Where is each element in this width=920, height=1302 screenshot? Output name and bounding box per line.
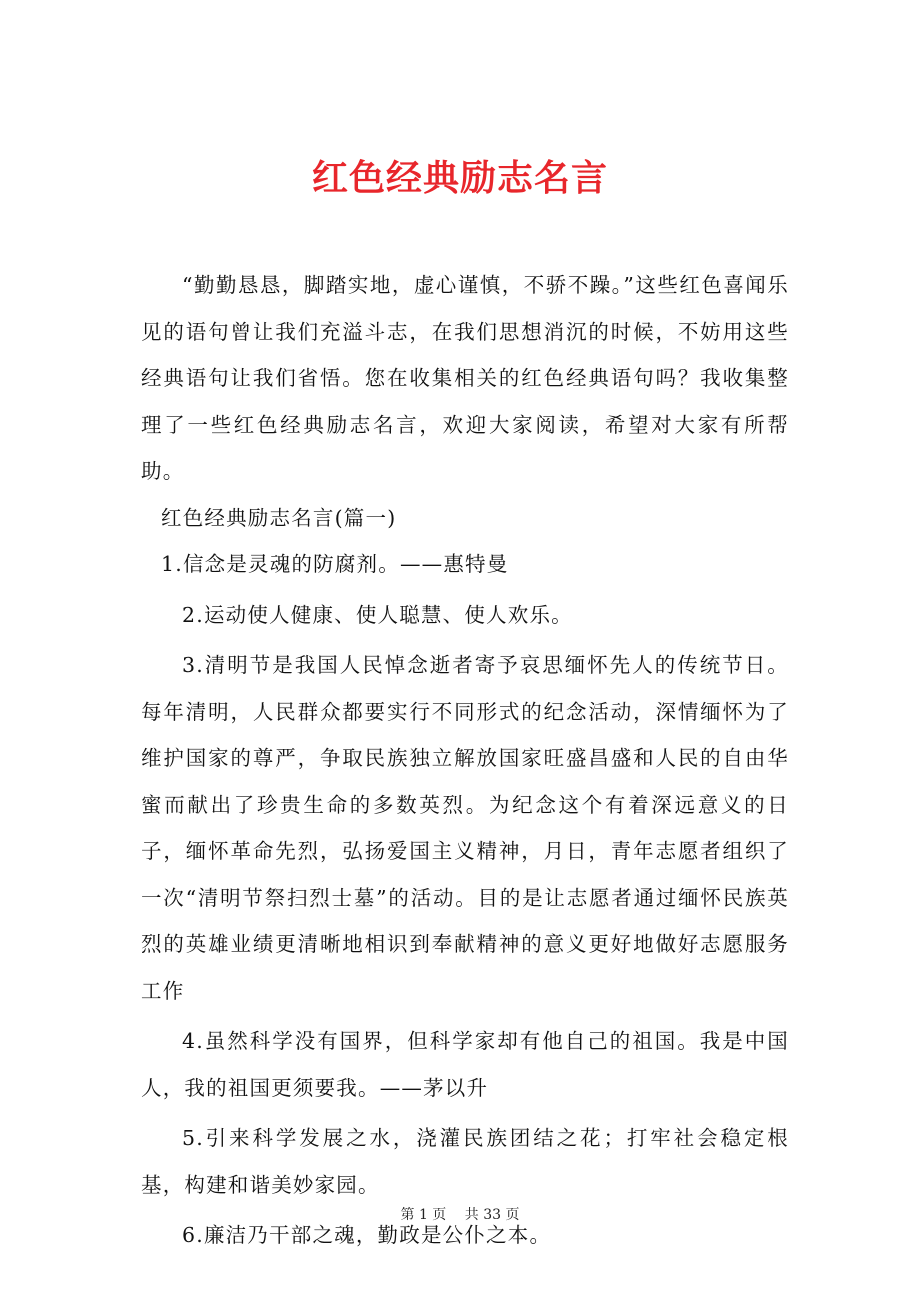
list-item: 5.引来科学发展之水，浇灌民族团结之花；打牢社会稳定根基，构建和谐美妙家园。 bbox=[141, 1126, 789, 1197]
page-footer bbox=[0, 1205, 920, 1225]
document-title: 红色经典励志名言 bbox=[311, 157, 608, 200]
list-item: 6.廉洁乃干部之魂，勤政是公仆之本。 bbox=[182, 1223, 552, 1247]
page-number: 第 1 页 bbox=[400, 1207, 447, 1223]
intro-paragraph: “勤勤恳恳，脚踏实地，虚心谨慎，不骄不躁。”这些红色喜闻乐见的语句曾让我们充溢斗志，在我们思想消沉的时候，不妨用这些经典语句让我们省悟。您在收集相关的红色经典语句吗？我收集整理了一些红色经典励志名言，欢迎大家阅读，希望对大家有所帮助。 bbox=[141, 273, 789, 483]
list-item: 3.清明节是我国人民悼念逝者寄予哀思缅怀先人的传统节日。每年清明，人民群众都要实行不同形式的纪念活动，深情缅怀为了维护国家的尊严，争取民族独立解放国家旺盛昌盛和人民的自由华蜜而献出了珍贵生命的多数英烈。为纪念这个有着深远意义的日子，缅怀革命先烈，弘扬爱国主义精神，月日，青年志愿者组织了一次“清明节祭扫烈士墓”的活动。目的是让志愿者通过缅怀民族英烈的英雄业绩更清晰地相识到奉献精神的意义更好地做好志愿服务工作 bbox=[141, 653, 789, 1003]
list-item: 1.信念是灵魂的防腐剂。——惠特曼 bbox=[161, 552, 509, 576]
page-total: 共 33 页 bbox=[464, 1207, 520, 1223]
list-item: 2.运动使人健康、使人聪慧、使人欢乐。 bbox=[182, 602, 573, 627]
list-item: 4.虽然科学没有国界，但科学家却有他自己的祖国。我是中国人，我的祖国更须要我。——茅以升 bbox=[141, 1029, 789, 1100]
section-heading: 红色经典励志名言(篇一) bbox=[161, 505, 397, 530]
document-body bbox=[141, 262, 789, 1259]
